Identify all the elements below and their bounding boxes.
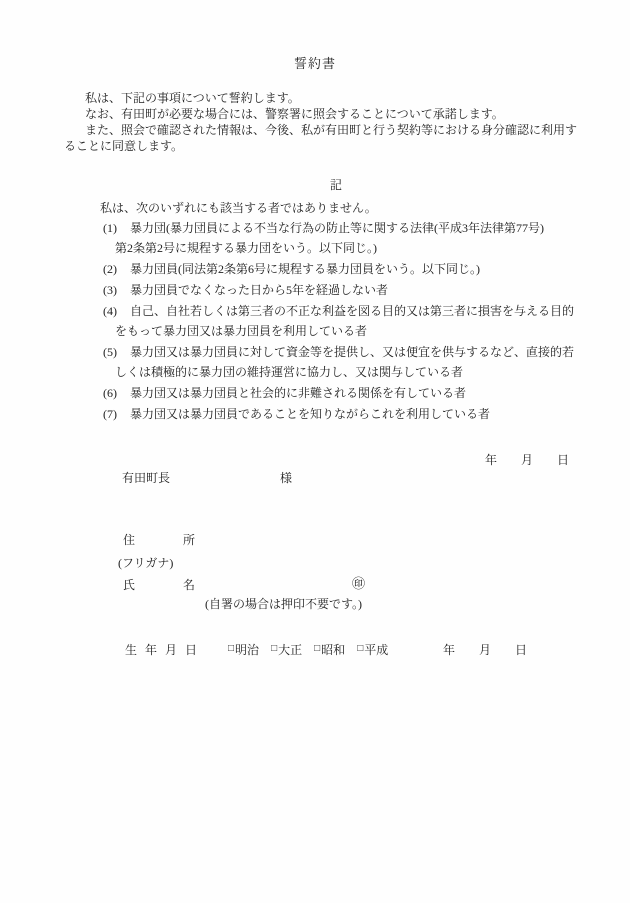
pledge-item-5 <box>0 342 590 382</box>
pledge-item-7 <box>0 404 590 424</box>
era-options <box>228 642 388 658</box>
era-checkbox-showa[interactable] <box>314 642 345 658</box>
era-checkbox-heisei[interactable] <box>357 642 388 658</box>
checkbox-icon: □ <box>314 643 321 654</box>
item-number: (3) <box>103 283 117 297</box>
era-checkbox-meiji[interactable] <box>228 642 259 658</box>
seal-note: (自署の場合は押印不要です。) <box>205 597 363 611</box>
pledge-item-4 <box>0 301 590 341</box>
address-label: 住 所 <box>123 533 196 547</box>
recipient-name: 有田町長 <box>122 471 171 485</box>
item-text: 自己、自社若しくは第三者の不正な利益を図る目的又は第三者に損害を与える目的 <box>130 304 575 318</box>
era-checkbox-taisho[interactable] <box>271 642 302 658</box>
intro-line-3: また、照会で確認された情報は、今後、私が有田町と行う契約等における身分確認に利用す <box>85 123 578 137</box>
item-text: 暴力団員でなくなった日から5年を経過しない者 <box>130 283 389 297</box>
date-line: 年 月 日 <box>485 453 570 467</box>
intro-line-1: 私は、下記の事項について誓約します。 <box>85 91 300 105</box>
intro-line-2: なお、有田町が必要な場合には、警察署に照会することについて承諾します。 <box>85 107 504 121</box>
item-number: (4) <box>103 304 117 318</box>
item-text: 暴力団(暴力団員による不当な行為の防止等に関する法律(平成3年法律第77号) <box>130 221 544 235</box>
item-text: 暴力団員(同法第2条第6号に規程する暴力団員をいう。以下同じ。) <box>130 262 480 276</box>
seal-mark-icon: ㊞ <box>352 576 366 591</box>
furigana-label: (フリガナ) <box>118 556 174 570</box>
ki-heading: 記 <box>330 178 343 192</box>
pledge-item-2 <box>0 259 590 279</box>
document-title: 誓約書 <box>293 56 336 71</box>
pledge-item-list <box>0 218 590 425</box>
item-number: (2) <box>103 262 117 276</box>
recipient-honorific: 様 <box>280 471 293 485</box>
item-number: (5) <box>103 345 117 359</box>
item-number: (7) <box>103 407 117 421</box>
birthdate-label: 生年月日 <box>125 643 206 657</box>
checkbox-icon: □ <box>357 643 364 654</box>
item-number: (6) <box>103 386 117 400</box>
item-text: しくは積極的に暴力団の維持運営に協力し、又は関与している者 <box>115 365 464 379</box>
item-text: 暴力団又は暴力団員であることを知りながらこれを利用している者 <box>130 407 491 421</box>
item-text: 暴力団又は暴力団員に対して資金等を提供し、又は便宜を供与するなど、直接的若 <box>130 345 575 359</box>
checkbox-icon: □ <box>271 643 278 654</box>
name-label: 氏 名 <box>123 578 196 592</box>
era-label: 明治 <box>235 643 260 657</box>
item-text: をもって暴力団又は暴力団員を利用している者 <box>115 324 368 338</box>
item-text: 暴力団又は暴力団員と社会的に非難される関係を有している者 <box>130 386 467 400</box>
pledge-item-3 <box>0 280 590 300</box>
checkbox-icon: □ <box>228 643 235 654</box>
birthdate-ymd-line: 年 月 日 <box>443 643 528 657</box>
item-text: 第2条第2号に規程する暴力団をいう。以下同じ。) <box>115 241 377 255</box>
item-number: (1) <box>103 221 117 235</box>
intro-line-4: ることに同意します。 <box>64 139 184 153</box>
era-label: 大正 <box>278 643 303 657</box>
list-lead-sentence: 私は、次のいずれにも該当する者ではありません。 <box>100 201 377 215</box>
pledge-item-1 <box>0 218 590 258</box>
era-label: 平成 <box>364 643 389 657</box>
pledge-item-6 <box>0 383 590 403</box>
era-label: 昭和 <box>321 643 346 657</box>
